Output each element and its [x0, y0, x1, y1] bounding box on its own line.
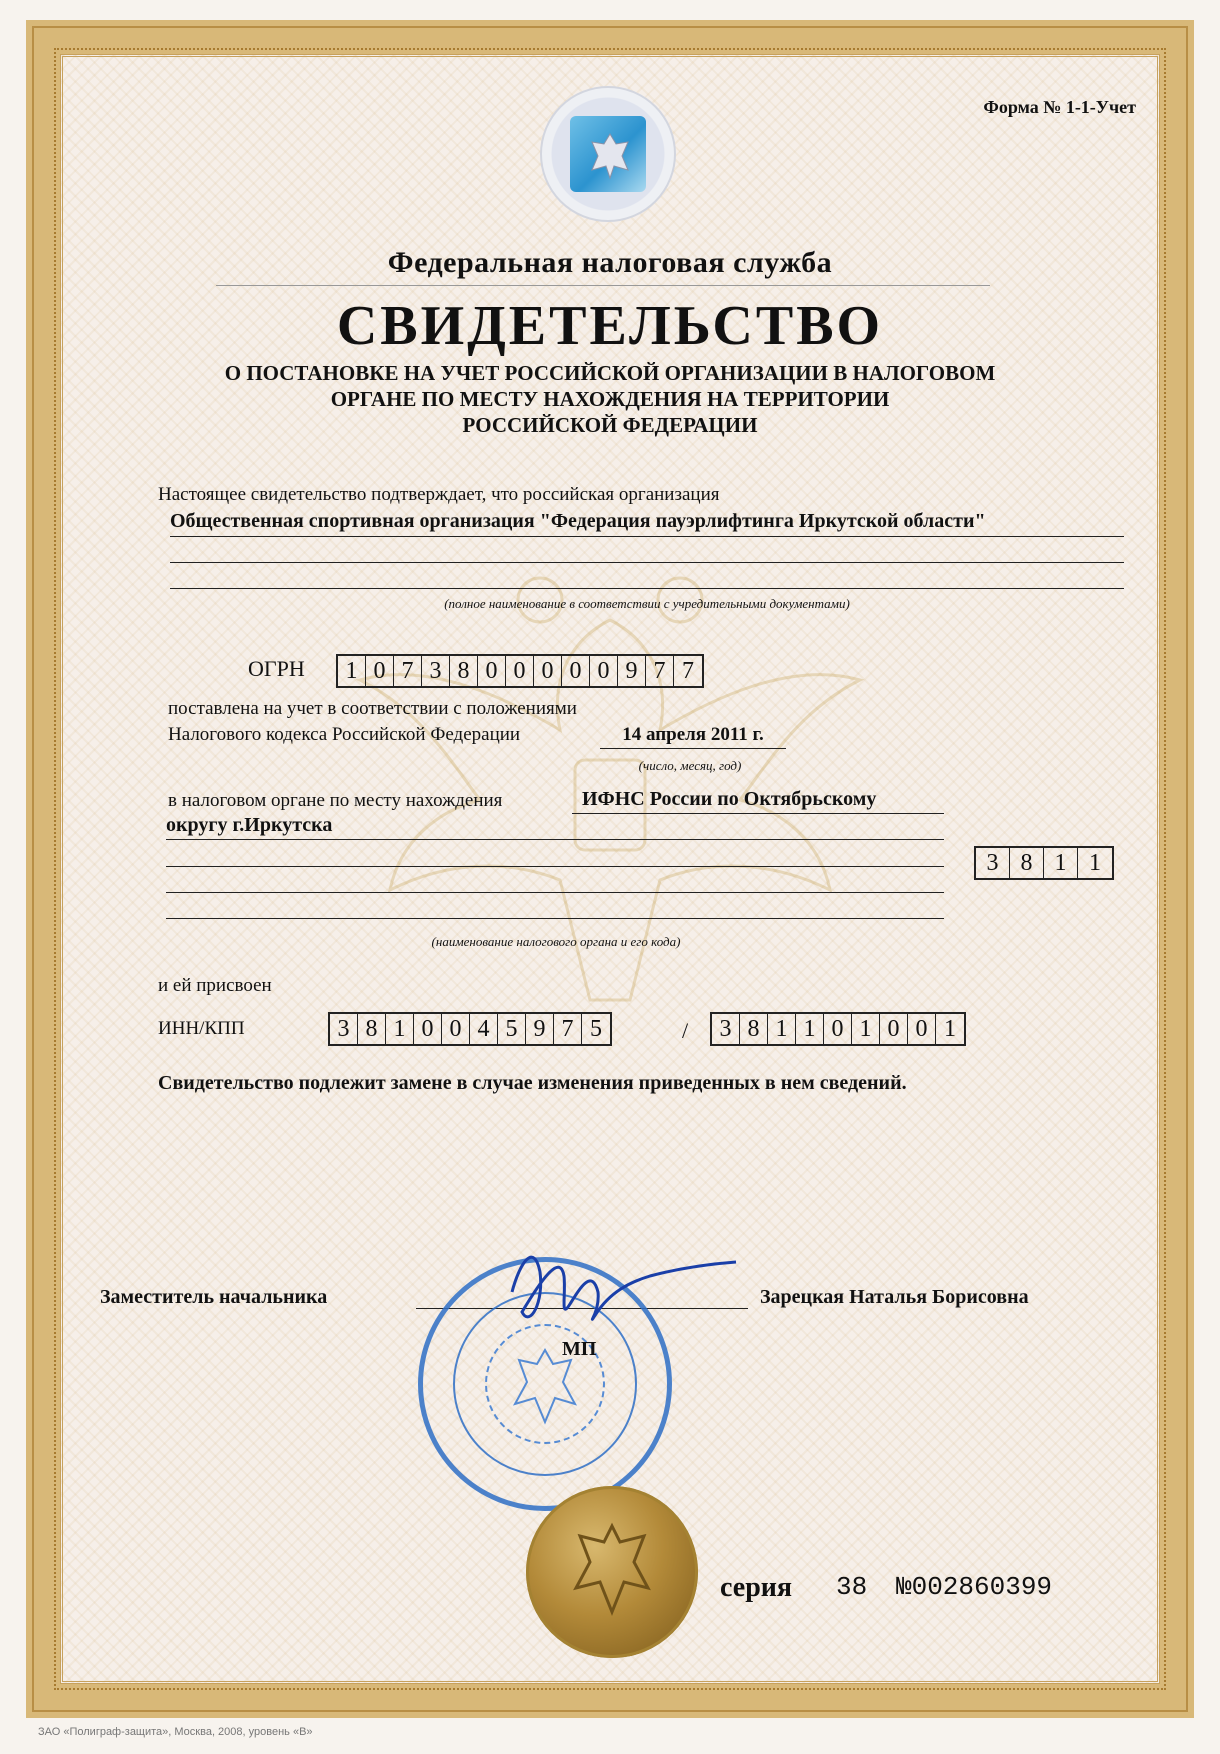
hologram-emblem-icon — [540, 86, 676, 222]
ogrn-digit: 0 — [562, 656, 590, 686]
ogrn-digit: 7 — [682, 657, 694, 684]
tax-office-caption: (наименование налогового органа и его кода) — [431, 934, 681, 949]
blank-line — [166, 866, 944, 867]
ogrn-digit: 0 — [590, 656, 618, 686]
replacement-notice: Свидетельство подлежит замене в случае изменения приведенных в нем сведений. — [158, 1072, 907, 1094]
ogrn-digit: 7 — [394, 656, 422, 686]
inn-digit: 3 — [330, 1014, 358, 1044]
kpp-digit: 0 — [880, 1014, 908, 1044]
inn-kpp-label: ИНН/КПП — [158, 1018, 245, 1039]
ogrn-digit: 9 — [618, 656, 646, 686]
ogrn-digit: 7 — [646, 656, 674, 686]
intro-text: Настоящее свидетельство подтверждает, что российская организация — [158, 484, 720, 505]
gold-seal-icon — [526, 1486, 698, 1658]
blank-line — [170, 562, 1124, 563]
inn-digits — [328, 1012, 612, 1046]
subtitle-line-3: РОССИЙСКОЙ ФЕДЕРАЦИИ — [462, 413, 758, 437]
certificate-title: СВИДЕТЕЛЬСТВО — [336, 295, 884, 357]
divider — [216, 285, 990, 286]
registration-date: 14 апреля 2011 г. — [600, 724, 786, 749]
inn-digit: 4 — [470, 1014, 498, 1044]
code-digit: 1 — [1089, 849, 1101, 876]
printer-imprint: ЗАО «Полиграф-защита», Москва, 2008, уровень «В» — [38, 1726, 313, 1738]
kpp-digit: 3 — [712, 1014, 740, 1044]
code-digit: 3 — [976, 848, 1010, 878]
signatory-name: Зарецкая Наталья Борисовна — [760, 1286, 1029, 1308]
series-label: серия — [720, 1572, 793, 1603]
kpp-digits — [710, 1012, 966, 1046]
organization-name-caption: (полное наименование в соответствии с учредительными документами) — [444, 596, 850, 611]
ogrn-digits — [336, 654, 704, 688]
blank-line — [170, 588, 1124, 589]
ogrn-digit: 0 — [506, 656, 534, 686]
kpp-digit: 1 — [944, 1015, 956, 1042]
series-code: 38 — [836, 1572, 868, 1602]
organization-name: Общественная спортивная организация "Федерация пауэрлифтинга Иркутской области" — [170, 510, 1124, 537]
date-caption: (число, месяц, год) — [638, 758, 742, 773]
ogrn-digit: 8 — [450, 656, 478, 686]
kpp-digit: 1 — [796, 1014, 824, 1044]
certificate-subtitle — [160, 360, 1060, 438]
code-digit: 8 — [1010, 848, 1044, 878]
blank-line — [166, 892, 944, 893]
subtitle-line-1: О ПОСТАНОВКЕ НА УЧЕТ РОССИЙСКОЙ ОРГАНИЗАЦИИ В НАЛОГОВОМ — [224, 361, 996, 385]
kpp-digit: 8 — [740, 1014, 768, 1044]
inn-digit: 5 — [590, 1015, 602, 1042]
subtitle-line-2: ОРГАНЕ ПО МЕСТУ НАХОЖДЕНИЯ НА ТЕРРИТОРИИ — [330, 387, 890, 411]
signature-icon — [500, 1232, 740, 1342]
ogrn-digit: 3 — [422, 656, 450, 686]
kpp-digit: 0 — [824, 1014, 852, 1044]
inn-digit: 9 — [526, 1014, 554, 1044]
inn-digit: 0 — [414, 1014, 442, 1044]
kpp-digit: 0 — [908, 1014, 936, 1044]
inn-digit: 7 — [554, 1014, 582, 1044]
inn-digit: 5 — [498, 1014, 526, 1044]
ogrn-digit: 1 — [338, 656, 366, 686]
registration-line-2: Налогового кодекса Российской Федерации — [168, 724, 521, 745]
kpp-digit: 1 — [852, 1014, 880, 1044]
registration-line-1: поставлена на учет в соответствии с положениями — [168, 698, 577, 719]
tax-office-name-2: округу г.Иркутска — [166, 814, 944, 840]
assigned-text: и ей присвоен — [158, 975, 272, 996]
kpp-digit: 1 — [768, 1014, 796, 1044]
form-number: Форма № 1-1-Учет — [983, 97, 1136, 117]
ogrn-digit: 0 — [478, 656, 506, 686]
tax-office-name-1: ИФНС России по Октябрьскому — [572, 788, 944, 814]
serial-number: №002860399 — [896, 1572, 1053, 1602]
inn-digit: 8 — [358, 1014, 386, 1044]
ogrn-digit: 0 — [366, 656, 394, 686]
ogrn-digit: 0 — [534, 656, 562, 686]
inn-digit: 0 — [442, 1014, 470, 1044]
authority-name: Федеральная налоговая служба — [387, 246, 833, 279]
signatory-position: Заместитель начальника — [100, 1286, 328, 1308]
tax-office-code — [974, 846, 1114, 880]
ogrn-label: ОГРН — [248, 656, 305, 681]
blank-line — [166, 918, 944, 919]
tax-office-label: в налоговом органе по месту нахождения — [168, 790, 503, 811]
code-digit: 1 — [1044, 848, 1078, 878]
stamp-place-label: МП — [562, 1338, 597, 1360]
inn-digit: 1 — [386, 1014, 414, 1044]
inn-kpp-separator: / — [682, 1018, 689, 1043]
